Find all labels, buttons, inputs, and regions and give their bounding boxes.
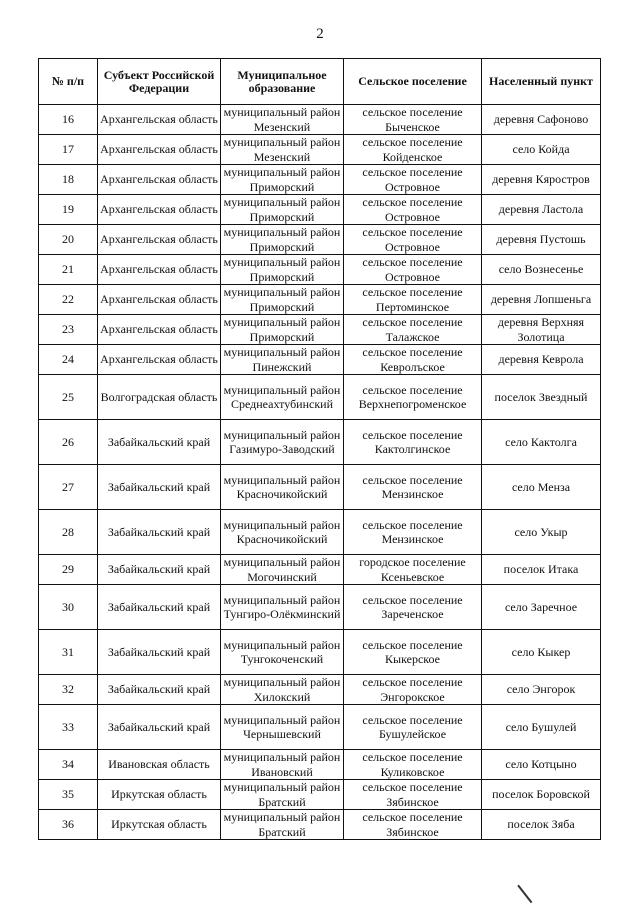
row-number: 18 [39,165,98,195]
row-number: 19 [39,195,98,225]
header-settlement: Сельское поселение [344,59,482,105]
subject-cell: Забайкальский край [98,510,221,555]
subject-cell: Ивановская область [98,750,221,780]
table-row [39,510,601,555]
locality-cell: село Заречное [482,585,601,630]
table-row [39,750,601,780]
municipality-cell: муниципальный район Могочинский [221,555,344,585]
municipality-cell: муниципальный район Мезенский [221,105,344,135]
table-row [39,195,601,225]
table-row [39,105,601,135]
municipality-cell: муниципальный район Хилокский [221,675,344,705]
settlement-cell: сельское поселение Кевролъское [344,345,482,375]
settlements-table [38,58,601,840]
row-number: 23 [39,315,98,345]
municipality-cell: муниципальный район Тунгокоченский [221,630,344,675]
row-number: 30 [39,585,98,630]
settlement-cell: сельское поселение Островное [344,195,482,225]
settlement-cell: сельское поселение Койденское [344,135,482,165]
row-number: 35 [39,780,98,810]
table-row [39,555,601,585]
locality-cell: деревня Верхняя Золотица [482,315,601,345]
header-locality: Населенный пункт [482,59,601,105]
locality-cell: деревня Кяростров [482,165,601,195]
table-row [39,675,601,705]
settlement-cell: сельское поселение Зябинское [344,780,482,810]
row-number: 33 [39,705,98,750]
row-number: 21 [39,255,98,285]
table-row [39,630,601,675]
subject-cell: Архангельская область [98,285,221,315]
row-number: 20 [39,225,98,255]
locality-cell: село Энгорок [482,675,601,705]
locality-cell: село Укыр [482,510,601,555]
row-number: 36 [39,810,98,840]
municipality-cell: муниципальный район Приморский [221,225,344,255]
settlement-cell: сельское поселение Островное [344,165,482,195]
municipality-cell: муниципальный район Приморский [221,285,344,315]
row-number: 24 [39,345,98,375]
page-number: 2 [316,26,324,42]
settlement-cell: сельское поселение Талажское [344,315,482,345]
settlement-cell: сельское поселение Зареченское [344,585,482,630]
row-number: 27 [39,465,98,510]
subject-cell: Забайкальский край [98,675,221,705]
settlement-cell: сельское поселение Бушулейское [344,705,482,750]
locality-cell: поселок Итака [482,555,601,585]
table-row [39,135,601,165]
row-number: 34 [39,750,98,780]
locality-cell: деревня Лопшеньга [482,285,601,315]
header-subject: Субъект Российской Федерации [98,59,221,105]
subject-cell: Забайкальский край [98,465,221,510]
municipality-cell: муниципальный район Братский [221,810,344,840]
subject-cell: Иркутская область [98,810,221,840]
settlement-cell: сельское поселение Энгорокское [344,675,482,705]
subject-cell: Забайкальский край [98,630,221,675]
scan-mark [518,885,533,903]
table-row [39,810,601,840]
settlement-cell: сельское поселение Островное [344,255,482,285]
table-row [39,255,601,285]
locality-cell: село Котцыно [482,750,601,780]
municipality-cell: муниципальный район Братский [221,780,344,810]
municipality-cell: муниципальный район Приморский [221,255,344,285]
subject-cell: Архангельская область [98,315,221,345]
locality-cell: поселок Звездный [482,375,601,420]
municipality-cell: муниципальный район Пинежский [221,345,344,375]
municipality-cell: муниципальный район Чернышевский [221,705,344,750]
locality-cell: село Вознесенье [482,255,601,285]
municipality-cell: муниципальный район Газимуро-Заводский [221,420,344,465]
table-row [39,285,601,315]
locality-cell: село Бушулей [482,705,601,750]
locality-cell: село Кыкер [482,630,601,675]
subject-cell: Волгоградская область [98,375,221,420]
row-number: 25 [39,375,98,420]
municipality-cell: муниципальный район Приморский [221,165,344,195]
subject-cell: Иркутская область [98,780,221,810]
table-row [39,780,601,810]
settlement-cell: сельское поселение Мензинское [344,510,482,555]
settlement-cell: сельское поселение Верхнепогроменское [344,375,482,420]
row-number: 31 [39,630,98,675]
subject-cell: Архангельская область [98,225,221,255]
table-row [39,465,601,510]
settlement-cell: сельское поселение Кактолгинское [344,420,482,465]
header-municipality: Муниципальное образование [221,59,344,105]
locality-cell: село Койда [482,135,601,165]
subject-cell: Архангельская область [98,195,221,225]
subject-cell: Забайкальский край [98,555,221,585]
table-row [39,375,601,420]
table-row [39,585,601,630]
settlement-cell: сельское поселение Зябинское [344,810,482,840]
row-number: 16 [39,105,98,135]
table-body [39,105,601,840]
table-row [39,315,601,345]
settlement-cell: сельское поселение Кыкерское [344,630,482,675]
subject-cell: Забайкальский край [98,585,221,630]
table-header-row [39,59,601,105]
municipality-cell: муниципальный район Ивановский [221,750,344,780]
row-number: 26 [39,420,98,465]
table-row [39,165,601,195]
municipality-cell: муниципальный район Среднеахтубинский [221,375,344,420]
table-row [39,420,601,465]
municipality-cell: муниципальный район Красночикойский [221,465,344,510]
subject-cell: Забайкальский край [98,420,221,465]
municipality-cell: муниципальный район Приморский [221,195,344,225]
subject-cell: Архангельская область [98,135,221,165]
row-number: 17 [39,135,98,165]
locality-cell: поселок Боровской [482,780,601,810]
settlement-cell: сельское поселение Мензинское [344,465,482,510]
table-row [39,345,601,375]
locality-cell: деревня Ластола [482,195,601,225]
row-number: 32 [39,675,98,705]
subject-cell: Архангельская область [98,105,221,135]
header-number: № п/п [39,59,98,105]
row-number: 29 [39,555,98,585]
subject-cell: Архангельская область [98,165,221,195]
subject-cell: Забайкальский край [98,705,221,750]
table-row [39,225,601,255]
locality-cell: село Менза [482,465,601,510]
settlement-cell: сельское поселение Островное [344,225,482,255]
municipality-cell: муниципальный район Красночикойский [221,510,344,555]
settlement-cell: сельское поселение Пертоминское [344,285,482,315]
municipality-cell: муниципальный район Приморский [221,315,344,345]
locality-cell: поселок Зяба [482,810,601,840]
locality-cell: село Кактолга [482,420,601,465]
locality-cell: деревня Пустошь [482,225,601,255]
locality-cell: деревня Кеврола [482,345,601,375]
row-number: 22 [39,285,98,315]
subject-cell: Архангельская область [98,345,221,375]
settlement-cell: сельское поселение Быченское [344,105,482,135]
settlement-cell: городское поселение Ксеньевское [344,555,482,585]
row-number: 28 [39,510,98,555]
subject-cell: Архангельская область [98,255,221,285]
municipality-cell: муниципальный район Тунгиро-Олёкминский [221,585,344,630]
table-row [39,705,601,750]
municipality-cell: муниципальный район Мезенский [221,135,344,165]
locality-cell: деревня Сафоново [482,105,601,135]
settlement-cell: сельское поселение Куликовское [344,750,482,780]
